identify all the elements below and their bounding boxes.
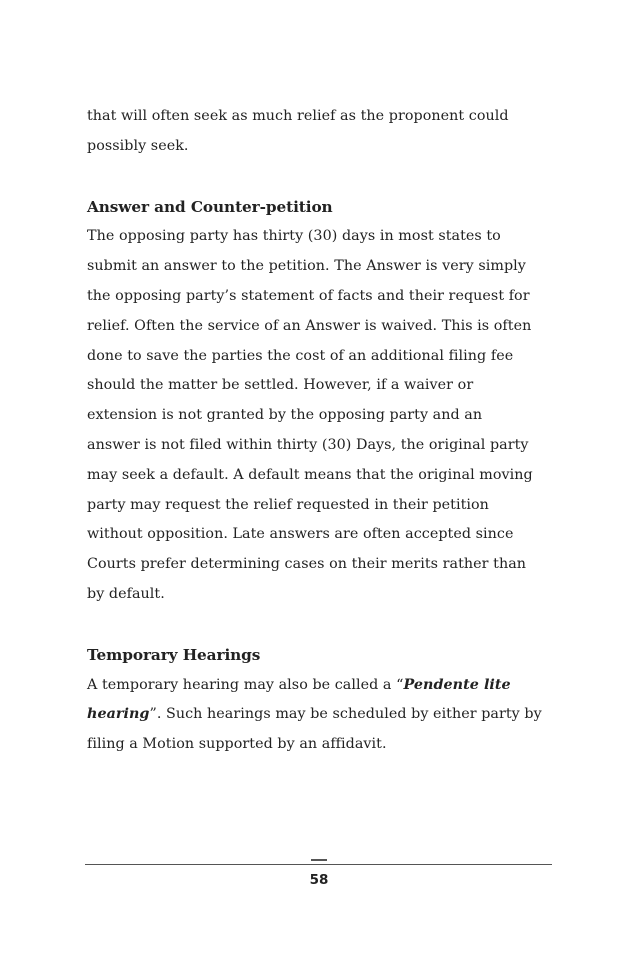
paragraph-line <box>87 671 557 701</box>
paragraph-line: party may request the relief requested in their petition <box>87 496 489 513</box>
line-text: A temporary hearing may also be called a “ <box>87 676 404 693</box>
paragraph-line: done to save the parties the cost of an additional filing fee <box>87 347 514 364</box>
paragraph-line: that will often seek as much relief as the proponent could <box>87 108 509 124</box>
paragraph-line: without opposition. Late answers are often accepted since <box>87 526 514 543</box>
footer-tick-mark <box>311 859 327 861</box>
paragraph-line: by default. <box>87 585 165 602</box>
paragraph-line <box>87 700 557 730</box>
section-heading-temporary-hearings: Temporary Hearings <box>87 645 261 664</box>
paragraph-line: the opposing party’s statement of facts and their request for <box>87 287 530 304</box>
paragraph-line: submit an answer to the petition. The Answer is very simply <box>87 258 526 275</box>
paragraph-line: extension is not granted by the opposing party and an <box>87 407 483 424</box>
document-body <box>87 102 557 760</box>
paragraph-line: should the matter be settled. However, if a waiver or <box>87 377 474 394</box>
answer-paragraph <box>87 222 557 609</box>
emphasis-term: hearing <box>87 706 150 723</box>
section-heading-answer: Answer and Counter-petition <box>87 197 333 216</box>
emphasis-term: Pendente lite <box>403 676 511 693</box>
line-text: ”. Such hearings may be scheduled by either party by <box>149 706 542 723</box>
paragraph-line: answer is not filed within thirty (30) Days, the original party <box>87 436 529 453</box>
temporary-hearings-paragraph <box>87 671 557 760</box>
paragraph-line: relief. Often the service of an Answer is waived. This is often <box>87 317 532 334</box>
paragraph-line: filing a Motion supported by an affidavit. <box>87 736 387 753</box>
paragraph-line: Courts prefer determining cases on their merits rather than <box>87 556 527 573</box>
paragraph-line: possibly seek. <box>87 137 189 154</box>
intro-paragraph <box>87 102 557 162</box>
footer-rule <box>85 864 552 865</box>
paragraph-line: may seek a default. A default means that the original moving <box>87 466 533 483</box>
paragraph-line: The opposing party has thirty (30) days in most states to <box>87 228 501 245</box>
page-number: 58 <box>309 872 329 888</box>
